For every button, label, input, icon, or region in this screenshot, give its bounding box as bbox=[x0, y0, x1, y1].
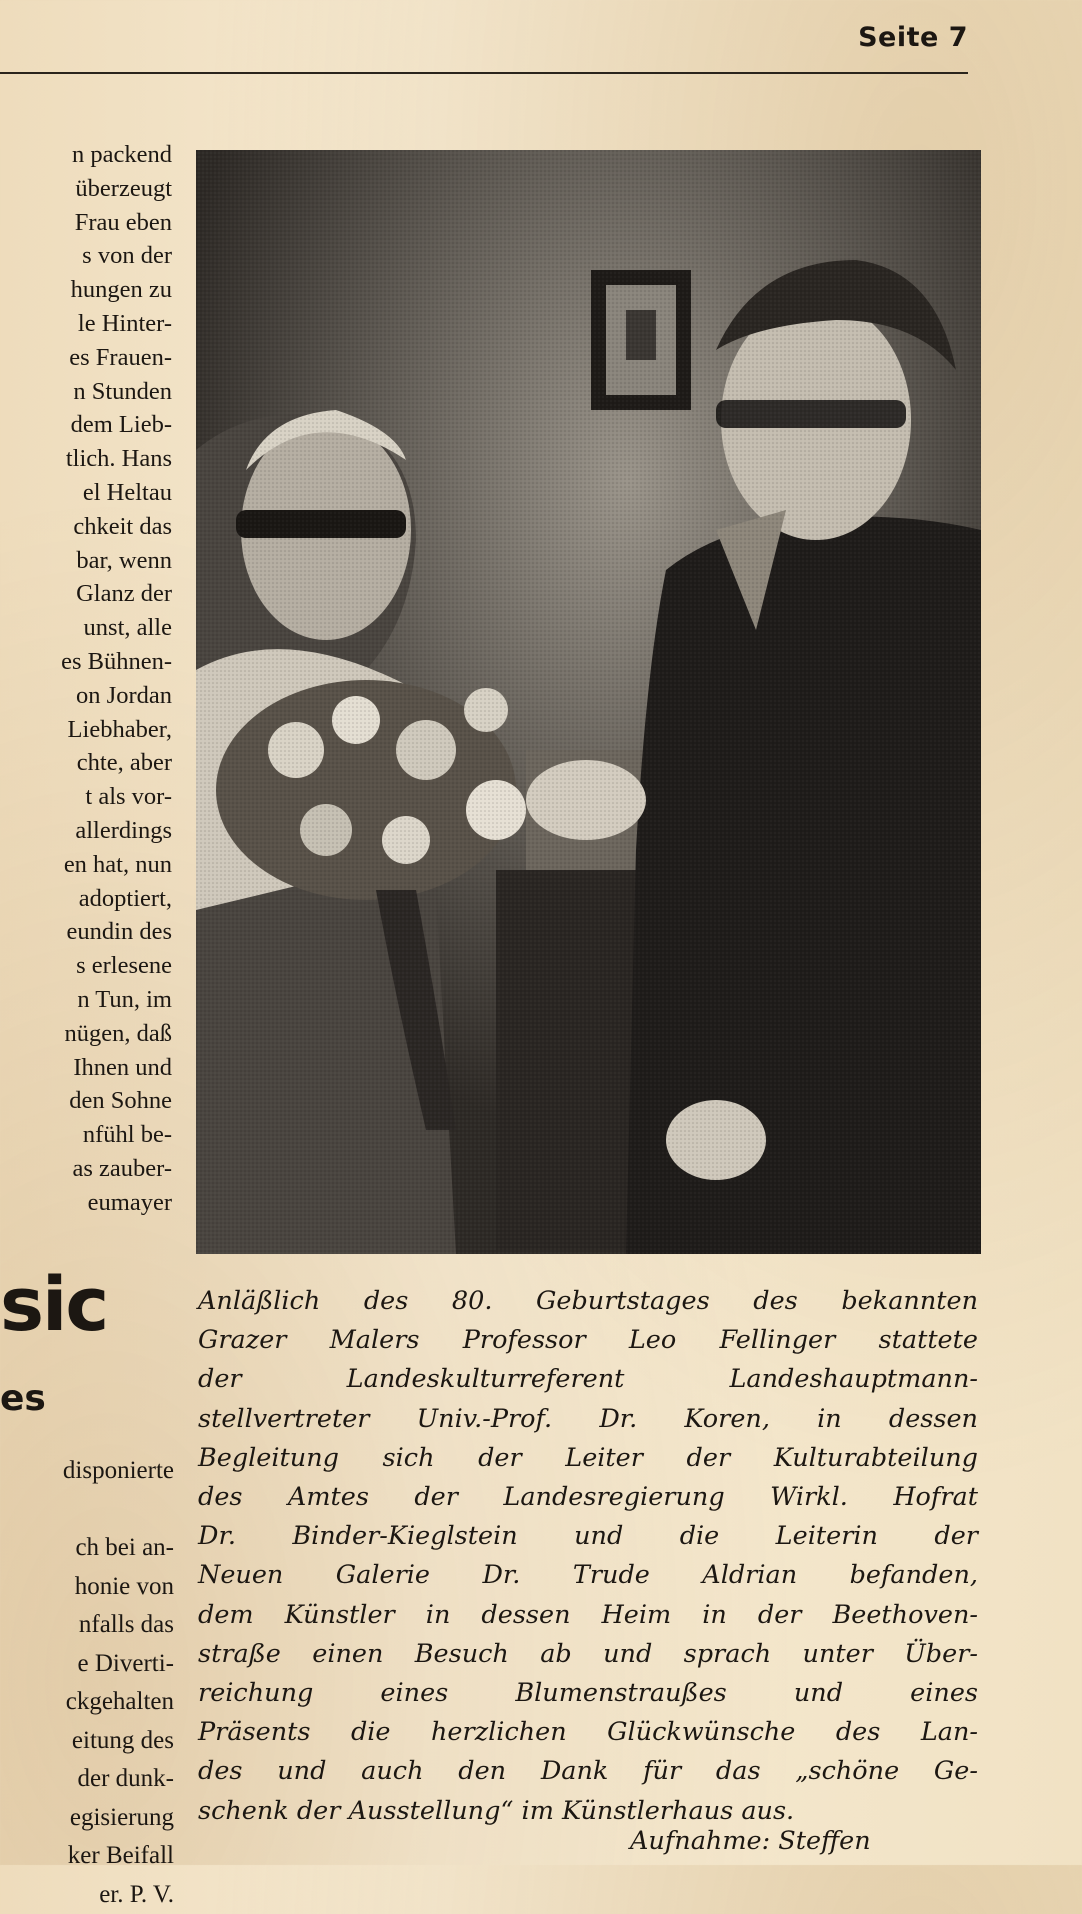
caption-line: des und auch den Dank für das „schöne Ge- bbox=[198, 1752, 978, 1791]
article-text-line: n packend bbox=[0, 138, 172, 172]
caption-line: schenk der Ausstellung“ im Künstlerhaus aus. bbox=[198, 1792, 978, 1831]
caption-line: straße einen Besuch ab und sprach unter Über- bbox=[198, 1635, 978, 1674]
article-text-line: chte, aber bbox=[0, 746, 172, 780]
article-text-line: nfühl be- bbox=[0, 1118, 172, 1152]
section-headline-fragment: sic bbox=[0, 1268, 100, 1342]
caption-line: dem Künstler in dessen Heim in der Beethoven- bbox=[198, 1596, 978, 1635]
article-text-line: eumayer bbox=[0, 1186, 172, 1220]
caption-line: Neuen Galerie Dr. Trude Aldrian befanden, bbox=[198, 1556, 978, 1595]
photo-caption bbox=[198, 1282, 978, 1831]
article-text-line: on Jordan bbox=[0, 679, 172, 713]
article-text-line: nügen, daß bbox=[0, 1017, 172, 1051]
article-text-line: eundin des bbox=[0, 915, 172, 949]
caption-line: Begleitung sich der Leiter der Kulturabteilung bbox=[198, 1439, 978, 1478]
article-text-line: n Tun, im bbox=[0, 983, 172, 1017]
article-text-line: dem Lieb- bbox=[0, 408, 172, 442]
article-text-line: egisierung bbox=[0, 1799, 174, 1838]
article-text-line bbox=[0, 1491, 174, 1530]
article-text-line: Ihnen und bbox=[0, 1051, 172, 1085]
caption-line: Präsents die herzlichen Glückwünsche des Lan- bbox=[198, 1713, 978, 1752]
article-text-line: nfalls das bbox=[0, 1606, 174, 1645]
article-text-line: disponierte bbox=[0, 1452, 174, 1491]
article-text-line: s von der bbox=[0, 239, 172, 273]
article-text-line: eitung des bbox=[0, 1722, 174, 1761]
caption-line: der Landeskulturreferent Landeshauptmann- bbox=[198, 1360, 978, 1399]
article-text-line: as zauber- bbox=[0, 1152, 172, 1186]
article-text-line: en hat, nun bbox=[0, 848, 172, 882]
article-text-line: honie von bbox=[0, 1568, 174, 1607]
article-text-line: chkeit das bbox=[0, 510, 172, 544]
left-column-upper bbox=[0, 138, 172, 1220]
article-text-line: t als vor- bbox=[0, 780, 172, 814]
caption-line: Anläßlich des 80. Geburtstages des bekannten bbox=[198, 1282, 978, 1321]
article-text-line: er. P. V. bbox=[0, 1876, 174, 1914]
article-text-line: le Hinter- bbox=[0, 307, 172, 341]
section-subheadline-fragment: es bbox=[0, 1378, 36, 1419]
caption-line: reichung eines Blumenstraußes und eines bbox=[198, 1674, 978, 1713]
article-text-line: ckgehalten bbox=[0, 1683, 174, 1722]
caption-line: stellvertreter Univ.-Prof. Dr. Koren, in dessen bbox=[198, 1400, 978, 1439]
article-text-line: allerdings bbox=[0, 814, 172, 848]
article-text-line: den Sohne bbox=[0, 1084, 172, 1118]
article-text-line: unst, alle bbox=[0, 611, 172, 645]
header-rule bbox=[0, 72, 968, 74]
photo-credit: Aufnahme: Steffen bbox=[630, 1826, 950, 1856]
article-text-line: hungen zu bbox=[0, 273, 172, 307]
article-text-line: es Frauen- bbox=[0, 341, 172, 375]
article-text-line: ker Beifall bbox=[0, 1837, 174, 1876]
article-text-line: adoptiert, bbox=[0, 882, 172, 916]
article-text-line: bar, wenn bbox=[0, 544, 172, 578]
article-text-line: s erlesene bbox=[0, 949, 172, 983]
press-photo bbox=[196, 150, 981, 1254]
article-text-line: n Stunden bbox=[0, 375, 172, 409]
article-text-line: der dunk- bbox=[0, 1760, 174, 1799]
article-text-line: tlich. Hans bbox=[0, 442, 172, 476]
article-text-line: es Bühnen- bbox=[0, 645, 172, 679]
article-text-line: ch bei an- bbox=[0, 1529, 174, 1568]
caption-line: Dr. Binder-Kieglstein und die Leiterin der bbox=[198, 1517, 978, 1556]
article-text-line: Frau eben bbox=[0, 206, 172, 240]
article-text-line: el Heltau bbox=[0, 476, 172, 510]
article-text-line: überzeugt bbox=[0, 172, 172, 206]
caption-line: des Amtes der Landesregierung Wirkl. Hofrat bbox=[198, 1478, 978, 1517]
page-number-label: Seite 7 bbox=[858, 22, 968, 53]
caption-line: Grazer Malers Professor Leo Fellinger stattete bbox=[198, 1321, 978, 1360]
article-text-line: Liebhaber, bbox=[0, 713, 172, 747]
article-text-line: Glanz der bbox=[0, 577, 172, 611]
article-text-line: e Diverti- bbox=[0, 1645, 174, 1684]
left-column-lower bbox=[0, 1452, 174, 1914]
